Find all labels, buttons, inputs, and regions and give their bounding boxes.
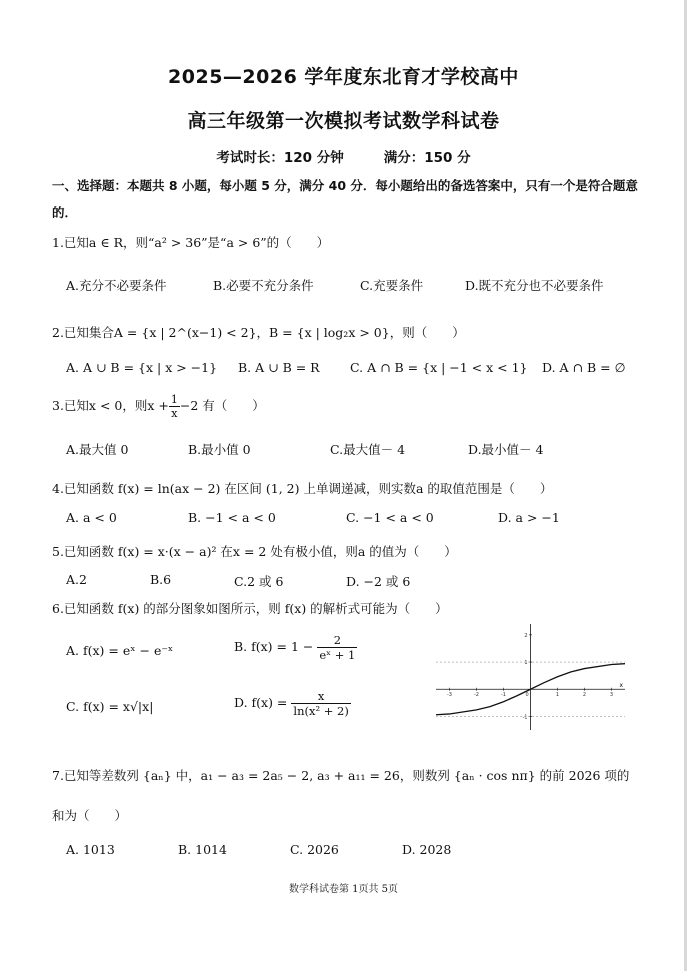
q3-option-a: A.最大值 0 (66, 442, 129, 457)
q7-option-b: B. 1014 (178, 842, 227, 857)
x-tick-label: -2 (474, 692, 479, 699)
q6-optb-fraction (317, 633, 357, 662)
q4-option-c: C. −1 < a < 0 (346, 510, 434, 525)
q2-option-d: D. A ∩ B = ∅ (542, 360, 626, 375)
q6-stem: 6.已知函数 f(x) 的部分图象如图所示，则 f(x) 的解析式可能为（ ） (52, 601, 448, 616)
q2-stem: 2.已知集合A = {x | 2^(x−1) < 2}，B = {x | log₂x > 0}，则（ ） (52, 325, 465, 340)
x-tick-label: 0 (525, 692, 529, 699)
q6-option-b (234, 633, 357, 662)
q1-option-d: D.既不充分也不必要条件 (465, 278, 604, 293)
q4-stem: 4.已知函数 f(x) = ln(ax − 2) 在区间 (1, 2) 上单调递减，则实数a 的取值范围是（ ） (52, 481, 553, 496)
x-tick-label: 2 (582, 692, 587, 699)
q3-frac-den: x (171, 407, 178, 420)
q6-option-a: A. f(x) = eˣ − e⁻ˣ (66, 643, 174, 658)
q7-option-a: A. 1013 (66, 842, 115, 857)
exam-time: 考试时长：120 分钟 (216, 150, 344, 166)
title-line2: 高三年级第一次模拟考试数学科试卷 (187, 110, 500, 132)
q4-option-b: B. −1 < a < 0 (188, 510, 276, 525)
q3-option-d: D.最小值－ 4 (468, 442, 544, 457)
q6-optd-num: x (291, 689, 350, 704)
q1-option-a: A.充分不必要条件 (66, 278, 167, 293)
q3-text-post: −2 有（ ） (179, 398, 265, 413)
q1-option-b: B.必要不充分条件 (213, 278, 314, 293)
x-tick-label: 3 (609, 692, 614, 699)
title-line1: 2025—2026 学年度东北育才学校高中 (168, 66, 519, 88)
q1-option-c: C.充要条件 (360, 278, 424, 293)
q6-optb-den: eˣ + 1 (319, 648, 356, 662)
q3-frac-num: 1 (170, 393, 178, 406)
q5-option-c: C.2 或 6 (234, 574, 284, 589)
q7-stem: 7.已知等差数列 {aₙ} 中，a₁ − a₃ = 2a₅ − 2, a₃ + a₁₁ = 26，则数列 {aₙ · cos nπ} 的前 2026 项的 (52, 768, 630, 783)
q3-stem (52, 393, 265, 420)
q5-option-a: A.2 (66, 572, 87, 587)
q6-optd-den: ln(x² + 2) (293, 704, 349, 718)
graph-axes (436, 624, 625, 730)
q6-optd-fraction (291, 689, 350, 718)
y-tick-label: -1 (522, 714, 528, 721)
x-tick-label: -3 (447, 692, 452, 699)
exam-meta (0, 146, 687, 166)
q2-option-c: C. A ∩ B = {x | −1 < x < 1} (350, 360, 528, 375)
q6-optb-pre: B. f(x) = 1 − (234, 639, 314, 654)
page-footer: 数学科试卷第 1页共 5页 (288, 884, 399, 895)
q5-option-b: B.6 (150, 572, 172, 587)
q6-option-c: C. f(x) = x√|x| (66, 699, 154, 714)
q3-option-b: B.最小值 0 (188, 442, 251, 457)
graph-ticks (447, 633, 613, 721)
full-score: 满分：150 分 (383, 150, 471, 166)
q6-option-d (234, 689, 351, 718)
q6-optd-pre: D. f(x) = (234, 695, 288, 710)
y-tick-label: 1 (524, 660, 528, 667)
q3-option-c: C.最大值－ 4 (330, 442, 406, 457)
x-tick-label: -1 (501, 692, 506, 699)
q3-text-pre: 3.已知x < 0，则x + (52, 398, 169, 413)
q6-optb-num: 2 (317, 633, 357, 648)
q4-option-d: D. a > −1 (498, 510, 560, 525)
q2-option-a: A. A ∪ B = {x | x > −1} (66, 360, 218, 375)
q4-option-a: A. a < 0 (66, 510, 117, 525)
q1-stem: 1.已知a ∈ R，则“a² > 36”是“a > 6”的（ ） (52, 235, 330, 250)
q7-stem-line2: 和为（ ） (52, 808, 128, 823)
q6-function-graph (428, 618, 633, 736)
x-axis-label: x (619, 682, 623, 690)
q3-fraction (169, 393, 180, 420)
q5-stem: 5.已知函数 f(x) = x·(x − a)² 在x = 2 处有极小值，则a 的值为（ ） (52, 544, 457, 559)
q2-option-b: B. A ∪ B = R (238, 360, 320, 375)
x-tick-label: 1 (555, 692, 560, 699)
q7-option-d: D. 2028 (402, 842, 452, 857)
section1-heading: 一、选择题：本题共 8 小题，每小题 5 分，满分 40 分．每小题给出的备选答案中，只有一个是符合题意的． (52, 178, 638, 220)
y-tick-label: 2 (524, 632, 528, 639)
q7-option-c: C. 2026 (290, 842, 339, 857)
q5-option-d: D. −2 或 6 (346, 574, 411, 589)
